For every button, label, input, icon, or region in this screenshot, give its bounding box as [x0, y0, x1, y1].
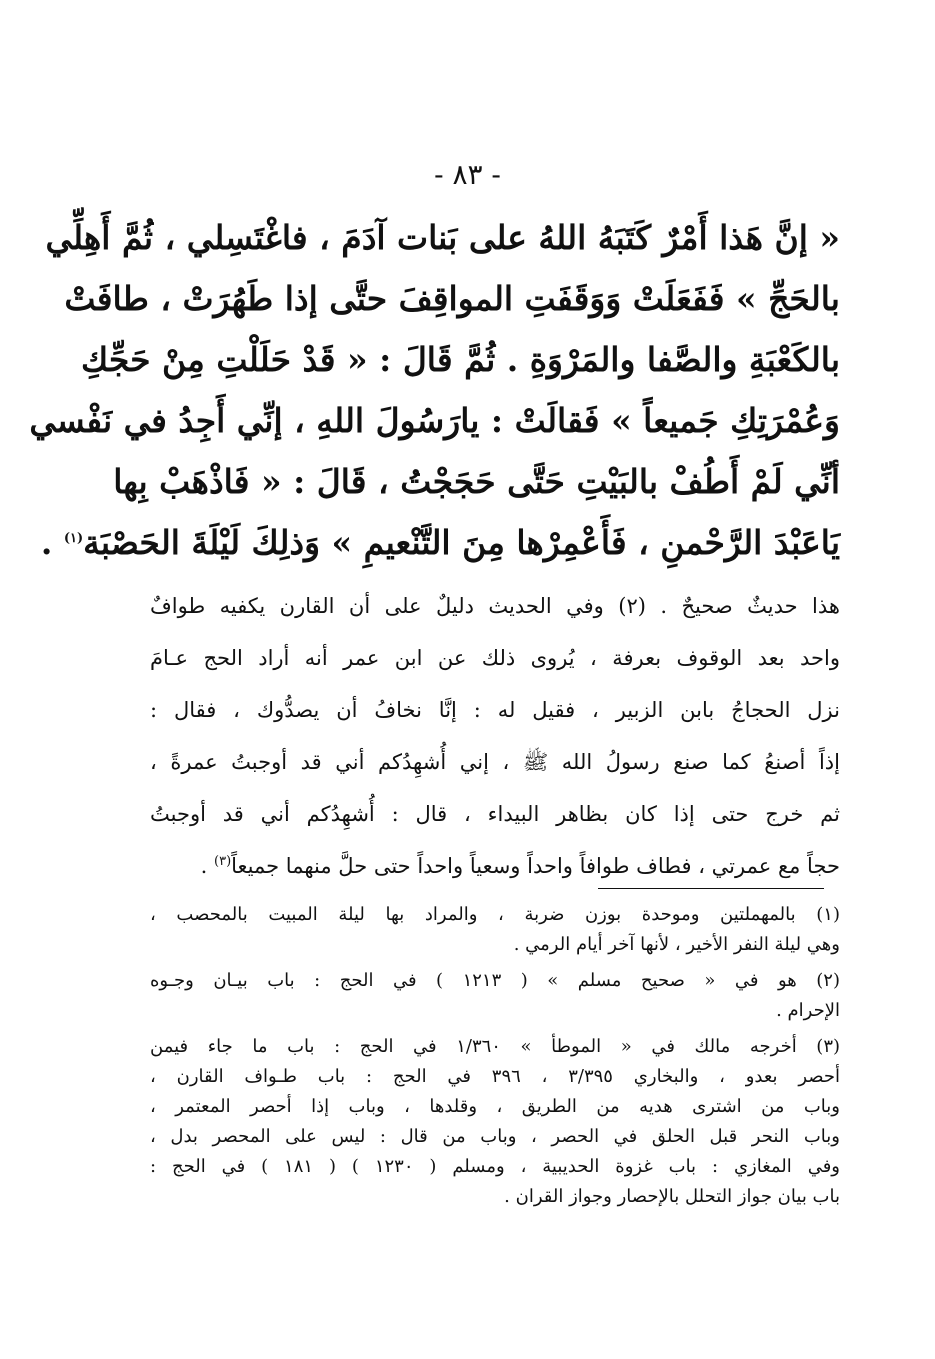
hadith-line: أنِّي لَمْ أَطُفْ بالبَيْتِ حَتَّى حَجَجْتُ ، قَالَ : « فَاذْهَبْ بِها: [113, 462, 840, 501]
hadith-line-end: .: [40, 523, 64, 562]
commentary-line: ثم خرج حتى إذا كان بظاهر البيداء ، قال : أُشهِدُكم أني قد أوجبتُ: [150, 802, 840, 826]
hadith-line: بالحَجِّ » فَفَعَلَتْ وَوَقَفَتِ المواقِفَ حتَّى إذا طَهُرَتْ ، طافَتْ: [64, 279, 840, 318]
footnote-line: وباب من اشترى هديه من الطريق ، وقلدها ، وباب إذا أحصر المعتمر ،: [150, 1096, 840, 1117]
footnotes: [150, 900, 840, 1218]
footnote-line: باب بيان جواز التحلل بالإحصار وجواز القران .: [504, 1186, 840, 1207]
hadith-line-text: يَاعَبْدَ الرَّحْمنِ ، فَأَعْمِرْها مِنَ التَّنْعيمِ » وَذلِكَ لَيْلَةَ الحَصْبَة: [83, 523, 840, 562]
hadith-line: « إنَّ هَذا أَمْرٌ كَتَبَهُ اللهُ على بَنات آدَمَ ، فاغْتَسِلي ، ثُمَّ أَهِلِّي: [45, 218, 840, 257]
hadith-line: وَعُمْرَتِكِ جَميعاً » فَقالَتْ : يارَسُولَ اللهِ ، إنِّي أَجِدُ في نَفْسي: [29, 401, 840, 440]
footnote-divider: [598, 888, 824, 889]
footnote-line: الإحرام .: [776, 1000, 840, 1021]
footnote-1: [150, 900, 840, 960]
footnote-line: وفي المغازي : باب غزوة الحديبية ، ومسلم ( ١٢٣٠ ) ( ١٨١ ) في الحج :: [150, 1156, 840, 1177]
footnote-line: (١) بالمهملتين وموحدة بوزن ضربة ، والمراد بها ليلة المبيت بالمحصب ،: [150, 904, 840, 925]
footnote-line: أحصر بعدو ، والبخاري ٣/٣٩٥ ، ٣٩٦ في الحج : باب طـواف القارن ،: [150, 1066, 840, 1087]
footnote-2: [150, 966, 840, 1026]
footnote-line: (٢) هو في « صحيح مسلم » ( ١٢١٣ ) في الحج : باب بيـان وجـوه: [150, 970, 840, 991]
commentary-line: واحد بعد الوقوف بعرفة ، يُروى ذلك عن ابن عمر أنه أراد الحج عـامَ: [150, 646, 840, 670]
commentary-line-text: حجاً مع عمرتي ، فطاف طوافاً واحداً وسعياً واحداً حتى حلَّ منهما جميعاً: [231, 854, 840, 878]
footnote-3: [150, 1032, 840, 1212]
commentary-line-end: .: [200, 854, 214, 878]
hadith-text: [29, 207, 840, 573]
hadith-line: بالكَعْبَةِ والصَّفا والمَرْوَةِ . ثُمَّ قَالَ : « قَدْ حَلَلْتِ مِنْ حَجِّكِ: [81, 340, 840, 379]
hadith-line-last: [40, 512, 840, 573]
page-number: - ٨٣ -: [434, 158, 501, 191]
commentary-line: هذا حديثٌ صحيحٌ . (٢) وفي الحديث دليلٌ على أن القارن يكفيه طوافٌ: [150, 594, 840, 618]
commentary-line: نزل الحجاجُ بابن الزبير ، فقيل له : إنَّا نخافُ أن يصدُّوك ، فقال :: [150, 698, 840, 722]
footnote-line: (٣) أخرجه مالك في « الموطأ » ١/٣٦٠ في الحج : باب ما جاء فيمن: [150, 1036, 841, 1057]
footnote-line: وهي ليلة النفر الأخير ، لأنها آخر أيام الرمي .: [513, 934, 840, 955]
commentary-line: إذاً أصنعُ كما صنع رسولُ الله ﷺ ، إني أُشهِدُكم أني قد أوجبتُ عمرةً ،: [150, 750, 840, 774]
commentary-text: [150, 580, 840, 892]
footnote-line: وباب النحر قبل الحلق في الحصر ، وباب من قال : ليس على المحصر بدل ،: [150, 1126, 840, 1147]
footnote-reference-3: (٣): [214, 854, 232, 869]
footnote-reference-1: (١): [63, 531, 84, 546]
commentary-line-last: [150, 840, 840, 892]
